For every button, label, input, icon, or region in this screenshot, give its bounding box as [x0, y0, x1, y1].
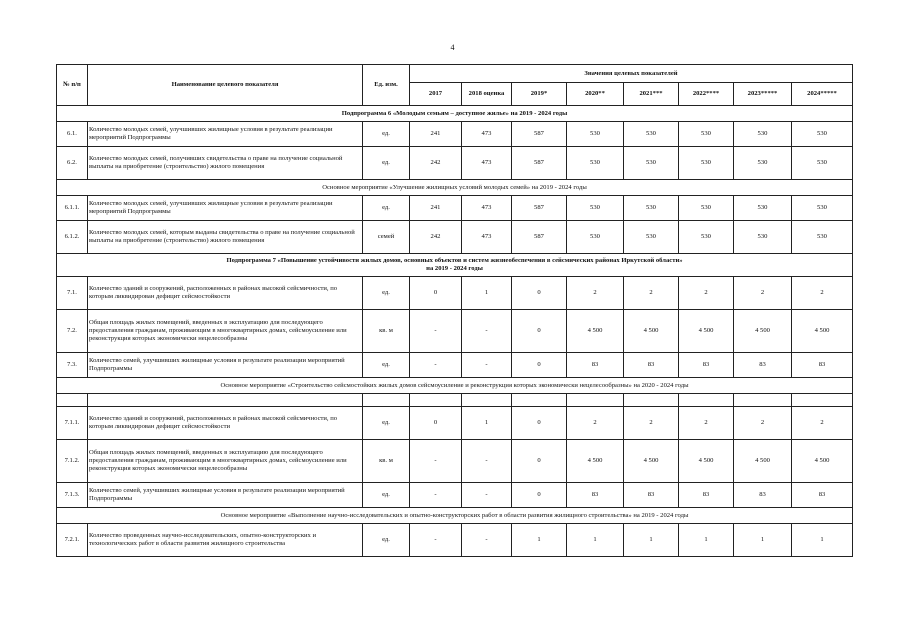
- indicator-number: 7.1.1.: [57, 407, 88, 440]
- indicator-name: Количество молодых семей, получивших свидетельства о праве на получение социальной выплаты на приобретение (строительство) жилого помещения: [88, 147, 363, 180]
- section-title-text-line2: на 2019 - 2024 годы: [426, 265, 483, 272]
- header-year: 2024*****: [792, 83, 853, 106]
- indicator-value: 2: [679, 277, 734, 310]
- indicator-value: 83: [792, 353, 853, 378]
- indicator-value: 0: [512, 483, 567, 508]
- indicator-value: 530: [567, 147, 624, 180]
- indicator-value: 473: [462, 221, 512, 254]
- table-row: [57, 440, 853, 483]
- header-year: 2023*****: [734, 83, 792, 106]
- indicator-number: 6.1.1.: [57, 196, 88, 221]
- indicator-value: -: [410, 483, 462, 508]
- indicator-name: Количество зданий и сооружений, расположенных в районах высокой сейсмичности, по которым ликвидирован дефицит сейсмостойкости: [88, 407, 363, 440]
- spacer-row: [57, 394, 853, 407]
- indicator-value: 2: [792, 277, 853, 310]
- empty-cell: [792, 394, 853, 407]
- indicator-value: 83: [734, 483, 792, 508]
- indicator-value: -: [462, 310, 512, 353]
- table-row: [57, 196, 853, 221]
- empty-cell: [679, 394, 734, 407]
- empty-cell: [512, 394, 567, 407]
- indicator-value: 4 500: [679, 310, 734, 353]
- section-row: [57, 180, 853, 196]
- indicator-number: 7.1.: [57, 277, 88, 310]
- indicator-value: 4 500: [734, 310, 792, 353]
- header-col-name: Наименование целевого показателя: [88, 65, 363, 106]
- indicator-value: 530: [792, 221, 853, 254]
- indicator-value: 587: [512, 196, 567, 221]
- indicator-number: 7.2.1.: [57, 524, 88, 557]
- indicator-value: 83: [679, 483, 734, 508]
- indicator-name: Количество молодых семей, улучшивших жилищные условия в результате реализации мероприятий Подпрограммы: [88, 122, 363, 147]
- empty-cell: [410, 394, 462, 407]
- indicator-name: Количество зданий и сооружений, расположенных в районах высокой сейсмичности, по которым ликвидирован дефицит сейсмостойкости: [88, 277, 363, 310]
- table-row: [57, 147, 853, 180]
- indicator-value: 83: [679, 353, 734, 378]
- section-title: [57, 508, 853, 524]
- indicator-name: Количество семей, улучшивших жилищные условия в результате реализации мероприятий Подпрограммы: [88, 483, 363, 508]
- header-year: 2021***: [624, 83, 679, 106]
- section-row: [57, 508, 853, 524]
- indicator-value: 2: [792, 407, 853, 440]
- indicator-unit: ед.: [363, 483, 410, 508]
- empty-cell: [624, 394, 679, 407]
- indicator-unit: кв. м: [363, 440, 410, 483]
- indicator-value: 2: [624, 277, 679, 310]
- indicator-value: 530: [624, 147, 679, 180]
- indicator-value: 0: [410, 277, 462, 310]
- indicator-value: 0: [512, 407, 567, 440]
- indicator-value: 1: [567, 524, 624, 557]
- indicator-unit: ед.: [363, 122, 410, 147]
- section-row: [57, 378, 853, 394]
- indicator-unit: семей: [363, 221, 410, 254]
- header-year: 2019*: [512, 83, 567, 106]
- table-row: [57, 122, 853, 147]
- header-col-unit: Ед. изм.: [363, 65, 410, 106]
- empty-cell: [363, 394, 410, 407]
- indicator-value: -: [462, 524, 512, 557]
- indicator-value: 587: [512, 122, 567, 147]
- empty-cell: [57, 394, 88, 407]
- empty-cell: [88, 394, 363, 407]
- indicator-value: 530: [679, 122, 734, 147]
- indicator-value: 83: [567, 483, 624, 508]
- indicator-value: 83: [734, 353, 792, 378]
- indicator-value: 83: [624, 483, 679, 508]
- indicator-value: -: [462, 353, 512, 378]
- indicator-value: 4 500: [679, 440, 734, 483]
- indicator-value: 4 500: [792, 440, 853, 483]
- indicator-value: 2: [679, 407, 734, 440]
- section-row: [57, 254, 853, 277]
- table-row: [57, 483, 853, 508]
- indicator-value: -: [462, 483, 512, 508]
- indicator-unit: ед.: [363, 277, 410, 310]
- header-year: 2017: [410, 83, 462, 106]
- indicator-value: 0: [512, 277, 567, 310]
- indicator-value: 83: [792, 483, 853, 508]
- indicator-value: 242: [410, 221, 462, 254]
- indicator-number: 6.1.: [57, 122, 88, 147]
- indicator-number: 7.3.: [57, 353, 88, 378]
- section-title: [57, 254, 853, 277]
- indicator-value: 530: [567, 122, 624, 147]
- table-body: [57, 106, 853, 557]
- indicator-value: 4 500: [734, 440, 792, 483]
- indicator-name: Количество проведенных научно-исследовательских, опытно-конструкторских и технологических работ в области развития жилищного строительства: [88, 524, 363, 557]
- empty-cell: [734, 394, 792, 407]
- header-year: 2020**: [567, 83, 624, 106]
- indicator-value: 1: [512, 524, 567, 557]
- indicator-value: -: [410, 353, 462, 378]
- indicator-value: 530: [792, 122, 853, 147]
- indicator-number: 6.2.: [57, 147, 88, 180]
- header-year: 2022****: [679, 83, 734, 106]
- empty-cell: [567, 394, 624, 407]
- indicator-value: 0: [512, 310, 567, 353]
- indicator-number: 7.1.2.: [57, 440, 88, 483]
- indicator-value: 4 500: [624, 440, 679, 483]
- section-title: [57, 378, 853, 394]
- table-row: [57, 277, 853, 310]
- indicator-value: 0: [512, 440, 567, 483]
- indicator-value: 242: [410, 147, 462, 180]
- section-title-text: Основное мероприятие «Улучшение жилищных условий молодых семей» на 2019 - 2024 годы: [322, 183, 587, 191]
- section-title-text: Подпрограмма 6 «Молодым семьям – доступное жилье» на 2019 - 2024 годы: [341, 109, 568, 117]
- indicator-value: 4 500: [792, 310, 853, 353]
- table-row: [57, 524, 853, 557]
- indicator-value: 1: [734, 524, 792, 557]
- indicator-value: 83: [624, 353, 679, 378]
- indicator-value: 530: [792, 147, 853, 180]
- indicator-value: 1: [792, 524, 853, 557]
- indicator-value: 587: [512, 221, 567, 254]
- indicator-unit: ед.: [363, 524, 410, 557]
- indicator-value: 4 500: [567, 440, 624, 483]
- indicator-unit: ед.: [363, 407, 410, 440]
- indicator-number: 7.2.: [57, 310, 88, 353]
- indicator-value: 1: [462, 407, 512, 440]
- indicator-value: 2: [567, 277, 624, 310]
- indicator-value: 1: [462, 277, 512, 310]
- table-row: [57, 221, 853, 254]
- indicator-value: 530: [734, 122, 792, 147]
- indicator-unit: ед.: [363, 147, 410, 180]
- indicator-name: Количество молодых семей, которым выданы свидетельства о праве на получение социальной выплаты на приобретение (строительство) жилого помещения: [88, 221, 363, 254]
- section-title: [57, 180, 853, 196]
- indicator-value: 530: [679, 221, 734, 254]
- indicator-value: 530: [624, 221, 679, 254]
- indicator-value: 473: [462, 147, 512, 180]
- indicator-unit: ед.: [363, 196, 410, 221]
- section-title: [57, 106, 853, 122]
- indicator-name: Количество семей, улучшивших жилищные условия в результате реализации мероприятий Подпрограммы: [88, 353, 363, 378]
- indicator-value: -: [410, 440, 462, 483]
- table-row: [57, 310, 853, 353]
- indicator-value: 2: [624, 407, 679, 440]
- indicator-value: 1: [679, 524, 734, 557]
- section-title-text: Подпрограмма 7 «Повышение устойчивости жилых домов, основных объектов и систем жизнеобеспечения в сейсмических районах Иркутской области»: [226, 257, 683, 265]
- table-row: [57, 407, 853, 440]
- indicator-value: 530: [734, 147, 792, 180]
- indicator-value: 530: [734, 196, 792, 221]
- indicator-value: -: [410, 524, 462, 557]
- indicator-unit: ед.: [363, 353, 410, 378]
- indicator-unit: кв. м: [363, 310, 410, 353]
- header-col-number: № п/п: [57, 65, 88, 106]
- empty-cell: [462, 394, 512, 407]
- indicator-value: 530: [624, 122, 679, 147]
- header-values-group: Значения целевых показателей: [410, 65, 853, 83]
- section-title-text: Основное мероприятие «Строительство сейсмостойких жилых домов сейсмоусиление и реконструкция которых экономически нецелесообразны» на 2020 - 2024 годы: [220, 381, 689, 389]
- indicator-value: 473: [462, 122, 512, 147]
- indicator-name: Общая площадь жилых помещений, введенных в эксплуатацию для последующего предоставления гражданам, проживающим в многоквартирных домах, сейсмоусиление или реконструкция которых экономически нецелесообразны: [88, 440, 363, 483]
- indicator-value: 587: [512, 147, 567, 180]
- indicator-value: 241: [410, 122, 462, 147]
- indicator-value: 530: [679, 147, 734, 180]
- indicator-value: 4 500: [567, 310, 624, 353]
- section-row: [57, 106, 853, 122]
- indicator-value: -: [462, 440, 512, 483]
- target-indicators-table: [56, 64, 853, 557]
- indicator-name: Количество молодых семей, улучшивших жилищные условия в результате реализации мероприятий Подпрограммы: [88, 196, 363, 221]
- indicator-value: 241: [410, 196, 462, 221]
- section-title-text: Основное мероприятие «Выполнение научно-исследовательских и опытно-конструкторских работ в области развития жилищного строительства» на 2019 - 2024 годы: [220, 511, 689, 519]
- indicator-value: 0: [410, 407, 462, 440]
- indicator-number: 7.1.3.: [57, 483, 88, 508]
- indicator-value: 83: [567, 353, 624, 378]
- indicator-value: 0: [512, 353, 567, 378]
- indicator-value: 530: [792, 196, 853, 221]
- indicator-value: 530: [734, 221, 792, 254]
- indicator-value: 1: [624, 524, 679, 557]
- indicator-value: 530: [624, 196, 679, 221]
- indicator-number: 6.1.2.: [57, 221, 88, 254]
- indicator-value: 530: [567, 196, 624, 221]
- indicator-value: -: [410, 310, 462, 353]
- indicator-name: Общая площадь жилых помещений, введенных в эксплуатацию для последующего предоставления гражданам, проживающим в многоквартирных домах, сейсмоусиление или реконструкция которых экономически нецелесообразны: [88, 310, 363, 353]
- indicator-value: 530: [567, 221, 624, 254]
- indicator-value: 2: [567, 407, 624, 440]
- indicator-value: 530: [679, 196, 734, 221]
- table-row: [57, 353, 853, 378]
- page-number: 4: [450, 43, 455, 52]
- indicator-value: 2: [734, 407, 792, 440]
- indicator-value: 473: [462, 196, 512, 221]
- header-year: 2018 оценка: [462, 83, 512, 106]
- indicator-value: 4 500: [624, 310, 679, 353]
- indicator-value: 2: [734, 277, 792, 310]
